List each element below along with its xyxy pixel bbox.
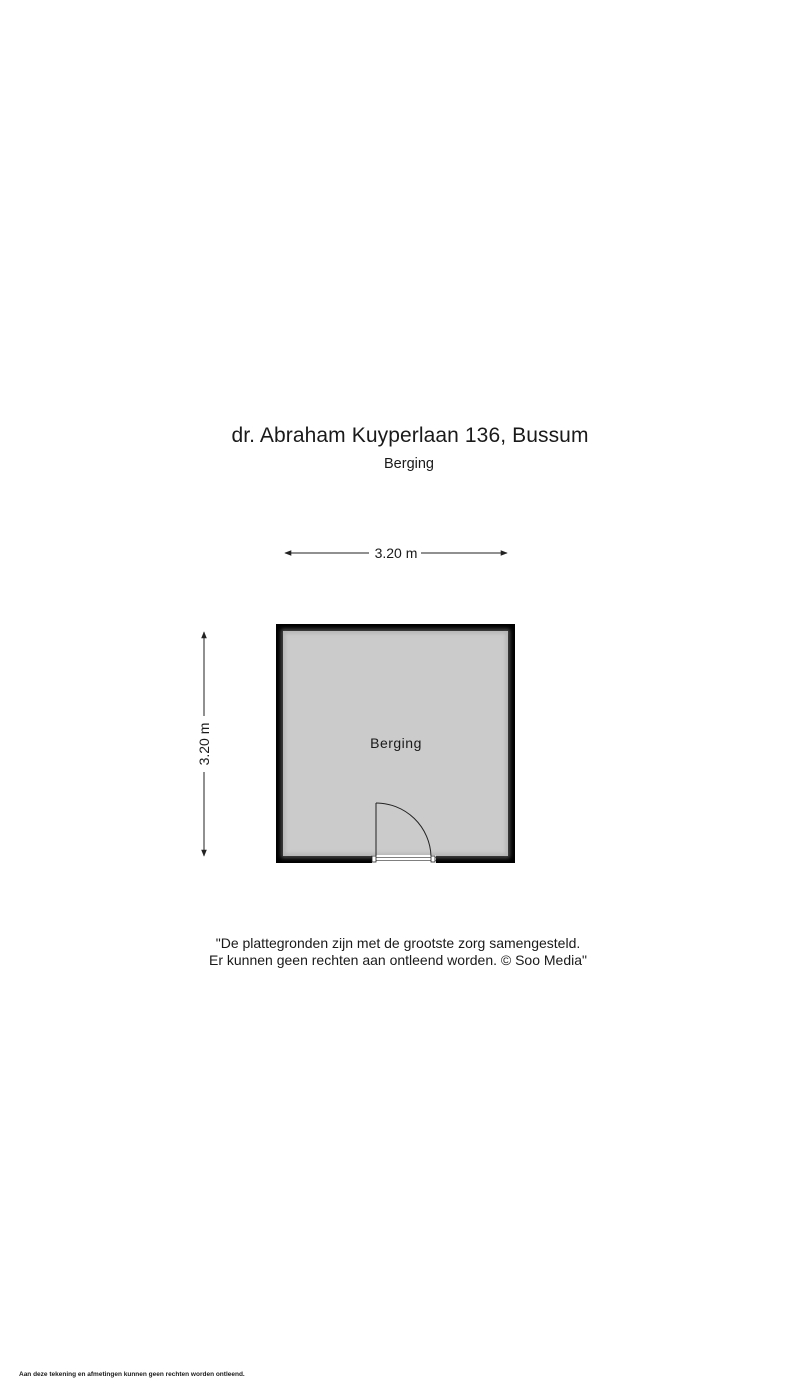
door-jamb-left [372,856,376,862]
floor-name: Berging [384,456,434,472]
width-dimension-label: 3.20 m [374,545,418,561]
room-label: Berging [370,735,422,751]
door-opening [372,855,436,863]
disclaimer-line-1: "De plattegronden zijn met de grootste zorg samengesteld. [215,935,581,951]
footer-note: Aan deze tekening en afmetingen kunnen geen rechten worden ontleend. [19,1371,245,1378]
room-berging [276,624,515,863]
disclaimer-line-2: Er kunnen geen rechten aan ontleend worden. © Soo Media" [209,952,587,968]
width-dimension [285,545,507,561]
door-jamb-right [431,856,435,862]
height-dimension [196,632,212,856]
disclaimer [180,935,616,969]
plan-title: dr. Abraham Kuyperlaan 136, Bussum [231,424,589,447]
height-dimension-label: 3.20 m [196,722,212,766]
